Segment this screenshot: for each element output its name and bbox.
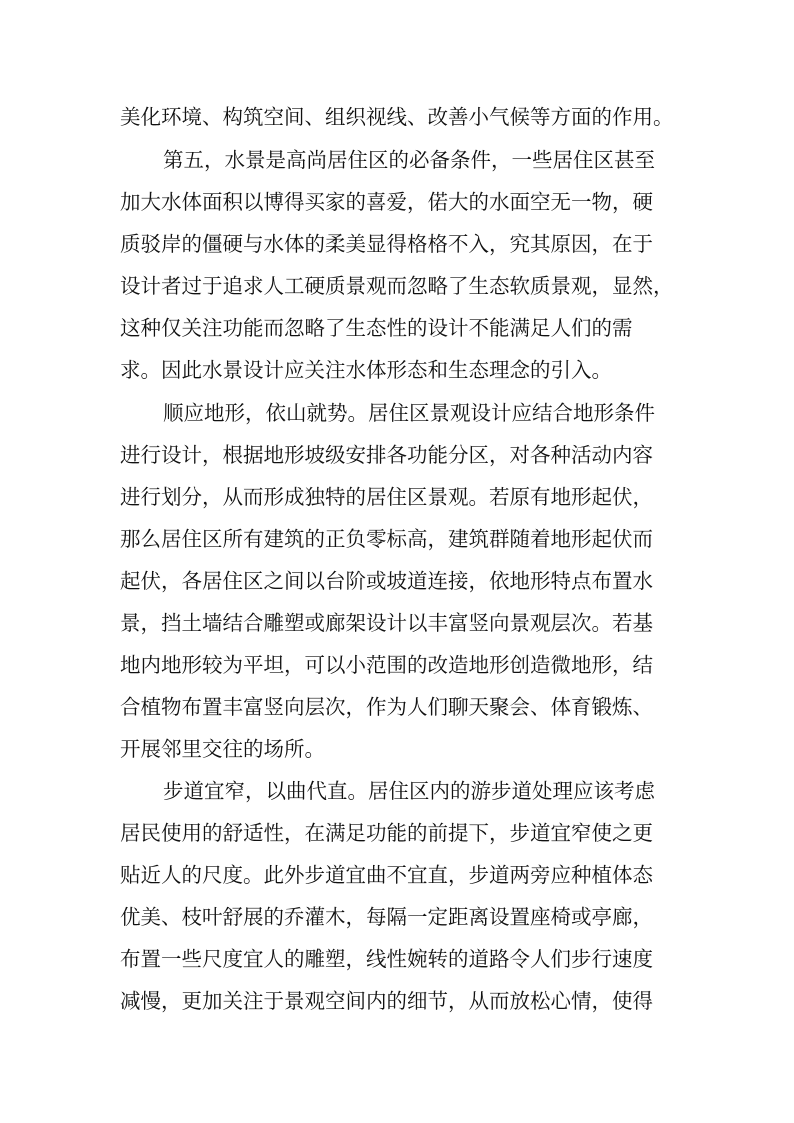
text-line-04: 质驳岸的僵硬与水体的柔美显得格格不入，究其原因，在于 (120, 232, 653, 256)
text-line-02: 第五，水景是高尚居住区的必备条件，一些居住区甚至 (163, 148, 655, 172)
text-line-19: 贴近人的尺度。此外步道宜曲不宜直，步道两旁应种植体态 (120, 863, 653, 887)
text-line-11: 那么居住区所有建筑的正负零标高，建筑群随着地形起伏而 (120, 527, 653, 551)
text-line-21: 布置一些尺度宜人的雕塑，线性婉转的道路令人们步行速度 (120, 947, 653, 971)
text-line-01: 美化环境、构筑空间、组织视线、改善小气候等方面的作用。 (120, 105, 674, 129)
text-line-14: 地内地形较为平坦，可以小范围的改造地形创造微地形，结 (120, 653, 653, 677)
text-line-05: 设计者过于追求人工硬质景观而忽略了生态软质景观，显然， (120, 274, 674, 298)
text-line-20: 优美、枝叶舒展的乔灌木，每隔一定距离设置座椅或亭廊， (120, 905, 653, 929)
text-line-10: 进行划分，从而形成独特的居住区景观。若原有地形起伏， (120, 485, 653, 509)
text-line-15: 合植物布置丰富竖向层次，作为人们聊天聚会、体育锻炼、 (120, 695, 653, 719)
text-line-09: 进行设计，根据地形坡级安排各功能分区，对各种活动内容 (120, 443, 653, 467)
text-line-06: 这种仅关注功能而忽略了生态性的设计不能满足人们的需 (120, 316, 633, 340)
text-line-13: 景，挡土墙结合雕塑或廊架设计以丰富竖向景观层次。若基 (120, 611, 653, 635)
text-line-03: 加大水体面积以博得买家的喜爱，偌大的水面空无一物，硬 (120, 190, 653, 214)
text-line-12: 起伏，各居住区之间以台阶或坡道连接，依地形特点布置水 (120, 569, 653, 593)
text-line-16: 开展邻里交往的场所。 (120, 737, 325, 761)
text-line-22: 减慢，更加关注于景观空间内的细节，从而放松心情，使得 (120, 989, 653, 1013)
text-line-08: 顺应地形，依山就势。居住区景观设计应结合地形条件 (163, 401, 655, 425)
text-line-17: 步道宜窄，以曲代直。居住区内的游步道处理应该考虑 (163, 779, 655, 803)
text-line-07: 求。因此水景设计应关注水体形态和生态理念的引入。 (120, 358, 612, 382)
text-line-18: 居民使用的舒适性，在满足功能的前提下，步道宜窄使之更 (120, 821, 653, 845)
